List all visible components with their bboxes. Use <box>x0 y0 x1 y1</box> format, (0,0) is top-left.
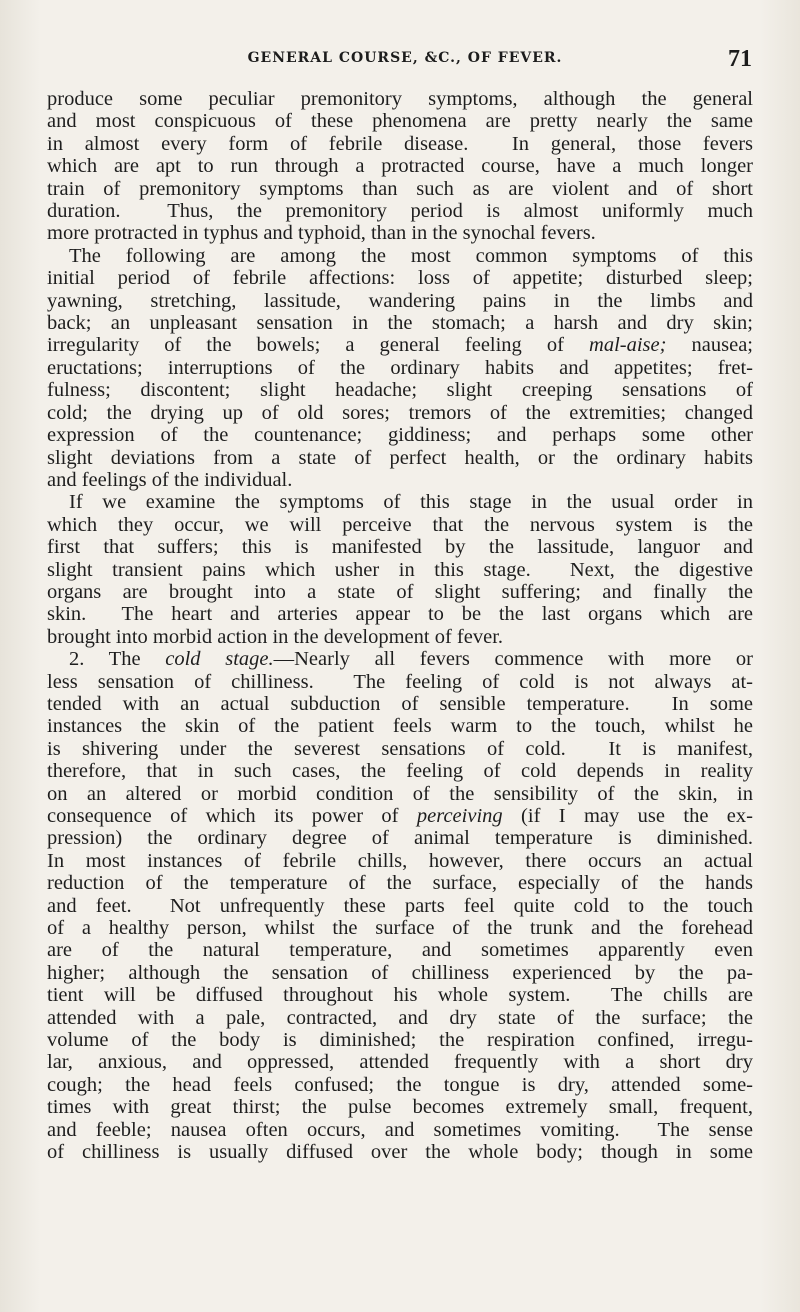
text-fragment: tient will be diffused throughout his whole system. The chills are <box>47 984 753 1007</box>
text-fragment: organs are brought into a state of slight suffering; and finally the <box>47 580 753 603</box>
text-fragment: reduction of the temperature of the surface, especially of the hands <box>47 872 753 895</box>
text-fragment: and feet. Not unfrequently these parts feel quite cold to the touch <box>47 894 753 917</box>
text-line <box>47 648 753 670</box>
text-fragment: pression) the ordinary degree of animal temperature is diminished. <box>47 827 753 850</box>
text-fragment: and feeble; nausea often occurs, and sometimes vomiting. The sense <box>47 1118 753 1141</box>
text-line <box>47 693 753 715</box>
text-fragment: volume of the body is diminished; the respiration confined, irregu- <box>47 1029 753 1052</box>
text-fragment: 2. The <box>69 648 166 671</box>
text-fragment: are of the natural temperature, and sometimes apparently even <box>47 939 753 962</box>
text-fragment: therefore, that in such cases, the feeling of cold depends in reality <box>47 760 753 783</box>
text-fragment: slight transient pains which usher in this stage. Next, the digestive <box>47 558 753 581</box>
text-fragment: back; an unpleasant sensation in the stomach; a harsh and dry skin; <box>47 312 753 335</box>
text-line <box>47 738 753 760</box>
text-fragment: instances the skin of the patient feels warm to the touch, whilst he <box>47 715 753 738</box>
text-line <box>47 895 753 917</box>
text-line <box>47 962 753 984</box>
text-line <box>47 312 753 334</box>
text-fragment: and most conspicuous of these phenomena are pretty nearly the same <box>47 110 753 133</box>
text-line <box>47 536 753 558</box>
text-line <box>47 110 753 132</box>
text-fragment: If we examine the symptoms of this stage in the usual order in <box>69 491 753 514</box>
text-fragment: The following are among the most common symptoms of this <box>69 244 753 267</box>
text-line <box>47 1029 753 1051</box>
text-line <box>47 917 753 939</box>
text-line <box>47 715 753 737</box>
text-fragment: in almost every form of febrile disease. In general, those fevers <box>47 132 753 155</box>
text-fragment: which are apt to run through a protracted course, have a much longer <box>47 155 753 178</box>
text-fragment: cough; the head feels confused; the tongue is dry, attended some- <box>47 1073 753 1096</box>
text-line <box>47 1074 753 1096</box>
text-fragment: attended with a pale, contracted, and dry state of the surface; the <box>47 1006 753 1029</box>
text-fragment: less sensation of chilliness. The feeling of cold is not always at- <box>47 670 753 693</box>
text-fragment: first that suffers; this is manifested by the lassitude, languor and <box>47 536 753 559</box>
text-fragment: on an altered or morbid condition of the sensibility of the skin, in <box>47 782 753 805</box>
text-fragment: slight deviations from a state of perfect health, or the ordinary habits <box>47 446 753 469</box>
text-line <box>47 447 753 469</box>
text-line <box>47 581 753 603</box>
text-fragment: skin. The heart and arteries appear to be the last organs which are <box>47 603 753 626</box>
text-line <box>47 1119 753 1141</box>
text-line <box>47 1141 753 1163</box>
italic-text-fragment: cold stage. <box>165 648 274 671</box>
text-line <box>47 200 753 222</box>
text-line <box>47 379 753 401</box>
text-line <box>47 222 753 244</box>
text-line <box>47 1096 753 1118</box>
text-fragment: is shivering under the severest sensations of cold. It is manifest, <box>47 737 753 760</box>
text-line <box>47 626 753 648</box>
text-line <box>47 805 753 827</box>
text-fragment: which they occur, we will perceive that the nervous system is the <box>47 513 753 536</box>
body-text <box>47 88 753 1164</box>
text-fragment: fulness; discontent; slight headache; slight creeping sensations of <box>47 379 753 402</box>
text-fragment: times with great thirst; the pulse becomes extremely small, frequent, <box>47 1096 753 1119</box>
text-fragment: initial period of febrile affections: loss of appetite; disturbed sleep; <box>47 267 753 290</box>
text-fragment: yawning, stretching, lassitude, wandering pains in the limbs and <box>47 289 753 312</box>
text-line <box>47 514 753 536</box>
text-fragment: more protracted in typhus and typhoid, than in the synochal fevers. <box>47 222 596 245</box>
page-number: 71 <box>728 46 752 72</box>
text-fragment: —Nearly all fevers commence with more or <box>273 648 753 671</box>
text-line <box>47 872 753 894</box>
text-line <box>47 402 753 424</box>
text-fragment: and feelings of the individual. <box>47 468 293 491</box>
text-line <box>47 559 753 581</box>
text-line <box>47 290 753 312</box>
text-line <box>47 245 753 267</box>
text-fragment: brought into morbid action in the development of fever. <box>47 625 504 648</box>
text-line <box>47 783 753 805</box>
text-line <box>47 357 753 379</box>
text-fragment: (if I may use the ex- <box>502 805 753 827</box>
text-line <box>47 671 753 693</box>
italic-text-fragment: perceiving <box>416 805 503 827</box>
text-line <box>47 469 753 491</box>
text-fragment: higher; although the sensation of chilliness experienced by the pa- <box>47 961 753 984</box>
text-fragment: irregularity of the bowels; a general feeling of <box>47 334 590 357</box>
text-fragment: consequence of which its power of <box>47 805 417 827</box>
text-line <box>47 133 753 155</box>
text-fragment: lar, anxious, and oppressed, attended frequently with a short dry <box>47 1051 753 1074</box>
text-fragment: eructations; interruptions of the ordinary habits and appetites; fret- <box>47 356 753 379</box>
text-fragment: duration. Thus, the premonitory period is almost uniformly much <box>47 200 753 223</box>
text-line <box>47 1007 753 1029</box>
text-line <box>47 850 753 872</box>
text-line <box>47 267 753 289</box>
text-line <box>47 760 753 782</box>
text-line <box>47 491 753 513</box>
italic-text-fragment: mal-aise; <box>589 334 667 357</box>
text-line <box>47 424 753 446</box>
text-line <box>47 88 753 110</box>
text-fragment: of a healthy person, whilst the surface of the trunk and the forehead <box>47 917 753 940</box>
text-fragment: cold; the drying up of old sores; tremors of the extremities; changed <box>47 401 753 424</box>
text-fragment: of chilliness is usually diffused over the whole body; though in some <box>47 1141 753 1164</box>
text-line <box>47 827 753 849</box>
text-fragment: train of premonitory symptoms than such as are violent and of short <box>47 177 753 200</box>
text-line <box>47 178 753 200</box>
text-line <box>47 334 753 356</box>
text-fragment: tended with an actual subduction of sensible temperature. In some <box>47 692 753 715</box>
text-fragment: In most instances of febrile chills, however, there occurs an actual <box>47 849 753 872</box>
running-head: GENERAL COURSE, &C., OF FEVER. <box>247 50 563 66</box>
text-line <box>47 984 753 1006</box>
text-fragment: produce some peculiar premonitory symptoms, although the general <box>47 88 753 110</box>
text-line <box>47 603 753 625</box>
text-fragment: expression of the countenance; giddiness; and perhaps some other <box>47 424 753 447</box>
text-line <box>47 939 753 961</box>
text-fragment: nausea; <box>666 334 753 357</box>
text-line <box>47 155 753 177</box>
text-line <box>47 1051 753 1073</box>
